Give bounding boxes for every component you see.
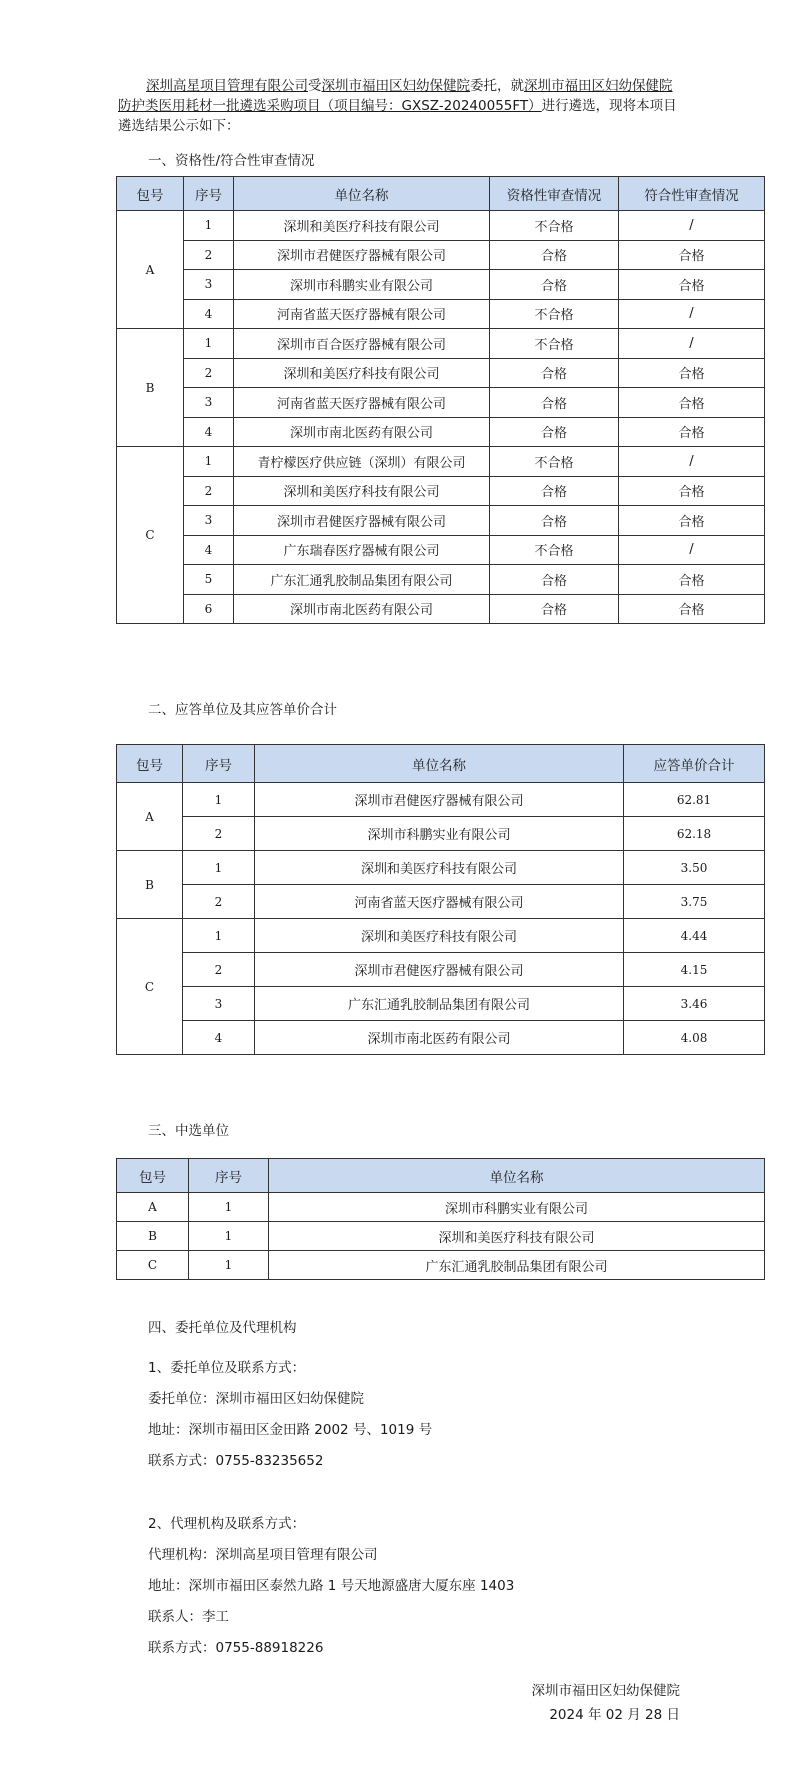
table-cell: 不合格 <box>490 299 619 329</box>
table-cell: 2 <box>183 885 255 919</box>
table-cell: 1 <box>184 211 234 241</box>
table-row <box>117 535 765 565</box>
table-cell: 深圳市科鹏实业有限公司 <box>255 817 624 851</box>
table-cell: 广东汇通乳胶制品集团有限公司 <box>234 565 490 595</box>
table-row <box>117 476 765 506</box>
package-cell: C <box>117 1251 189 1280</box>
table-cell: 4 <box>184 417 234 447</box>
table-row <box>117 919 765 953</box>
package-cell: A <box>117 783 183 851</box>
table-cell: 4.08 <box>624 1021 765 1055</box>
table-row <box>117 851 765 885</box>
agent-name-line: 代理机构：深圳高星项目管理有限公司 <box>148 1547 378 1563</box>
table-cell: 不合格 <box>490 211 619 241</box>
table-cell: 1 <box>189 1193 269 1222</box>
table-cell: 合格 <box>490 476 619 506</box>
intro-verb: 受 <box>308 78 322 94</box>
intro-entrust: 委托，就 <box>470 78 524 94</box>
table-row <box>117 299 765 329</box>
table-cell: 深圳市君健医疗器械有限公司 <box>255 783 624 817</box>
project-name: 深圳市福田区妇幼保健院防护类医用耗材一批遴选采购项目（项目编号：GXSZ-20240055FT） <box>118 78 673 114</box>
agent-heading: 2、代理机构及联系方式： <box>148 1516 306 1532</box>
table-cell: 1 <box>183 783 255 817</box>
table-cell: 深圳和美医疗科技有限公司 <box>234 476 490 506</box>
table-cell: 4.15 <box>624 953 765 987</box>
table-row <box>117 953 765 987</box>
table-cell: 合格 <box>619 476 765 506</box>
table-cell: 深圳市科鹏实业有限公司 <box>269 1193 765 1222</box>
table-cell: 3 <box>184 506 234 536</box>
table-cell: 合格 <box>490 417 619 447</box>
table-cell: 不合格 <box>490 447 619 477</box>
table-cell: 深圳和美医疗科技有限公司 <box>255 851 624 885</box>
table-cell: 不合格 <box>490 329 619 359</box>
table-cell: 合格 <box>490 594 619 624</box>
table-cell: / <box>619 535 765 565</box>
agent-address: 地址：深圳市福田区泰然九路 1 号天地源盛唐大厦东座 1403 <box>148 1578 515 1594</box>
table-cell: 合格 <box>490 565 619 595</box>
table-cell: 深圳市科鹏实业有限公司 <box>234 270 490 300</box>
column-header: 序号 <box>183 745 255 783</box>
client-address: 地址：深圳市福田区金田路 2002 号、1019 号 <box>148 1422 433 1438</box>
table-cell: 广东汇通乳胶制品集团有限公司 <box>269 1251 765 1280</box>
table-row <box>117 1222 765 1251</box>
table-row <box>117 817 765 851</box>
table-cell: 不合格 <box>490 535 619 565</box>
table-cell: 合格 <box>619 358 765 388</box>
table-cell: 青柠檬医疗供应链（深圳）有限公司 <box>234 447 490 477</box>
table-row <box>117 240 765 270</box>
column-header: 包号 <box>117 1159 189 1193</box>
column-header: 序号 <box>184 177 234 211</box>
table-row <box>117 506 765 536</box>
table-cell: 3.75 <box>624 885 765 919</box>
table-row <box>117 783 765 817</box>
agent-contact: 联系人：李工 <box>148 1609 229 1625</box>
selected-table <box>116 1158 765 1280</box>
qualification-table <box>116 176 765 624</box>
table-cell: 深圳市南北医药有限公司 <box>255 1021 624 1055</box>
column-header: 单位名称 <box>269 1159 765 1193</box>
table-cell: 3.46 <box>624 987 765 1021</box>
table-cell: 合格 <box>490 358 619 388</box>
table-cell: 1 <box>183 851 255 885</box>
table-cell: 合格 <box>490 506 619 536</box>
table-row <box>117 594 765 624</box>
column-header: 单位名称 <box>255 745 624 783</box>
table-cell: 1 <box>189 1251 269 1280</box>
table-cell: 62.18 <box>624 817 765 851</box>
column-header: 包号 <box>117 177 184 211</box>
table-cell: / <box>619 299 765 329</box>
section1-title: 一、资格性/符合性审查情况 <box>148 153 315 169</box>
table-cell: 4 <box>183 1021 255 1055</box>
column-header: 包号 <box>117 745 183 783</box>
table-cell: 3 <box>184 388 234 418</box>
table-cell: 合格 <box>619 565 765 595</box>
table-cell: 1 <box>183 919 255 953</box>
package-cell: C <box>117 919 183 1055</box>
client-name: 深圳市福田区妇幼保健院 <box>321 78 470 94</box>
table-cell: 5 <box>184 565 234 595</box>
column-header: 符合性审查情况 <box>619 177 765 211</box>
table-cell: 深圳和美医疗科技有限公司 <box>234 211 490 241</box>
package-cell: B <box>117 1222 189 1251</box>
table-row <box>117 885 765 919</box>
table-row <box>117 447 765 477</box>
table-cell: 河南省蓝天医疗器械有限公司 <box>234 388 490 418</box>
client-heading: 1、委托单位及联系方式： <box>148 1360 306 1376</box>
table-cell: 深圳市君健医疗器械有限公司 <box>255 953 624 987</box>
table-cell: 6 <box>184 594 234 624</box>
table-cell: 合格 <box>619 388 765 418</box>
table-header-row <box>117 1159 765 1193</box>
table-cell: 4 <box>184 535 234 565</box>
client-phone: 联系方式：0755-83235652 <box>148 1453 324 1469</box>
table-row <box>117 417 765 447</box>
table-cell: 4.44 <box>624 919 765 953</box>
table-row <box>117 1193 765 1222</box>
table-cell: 河南省蓝天医疗器械有限公司 <box>255 885 624 919</box>
table-cell: 合格 <box>619 270 765 300</box>
table-cell: 2 <box>184 358 234 388</box>
package-cell: C <box>117 447 184 624</box>
section2-title: 二、应答单位及其应答单价合计 <box>148 702 337 718</box>
table-header-row <box>117 177 765 211</box>
package-cell: A <box>117 211 184 329</box>
table-row <box>117 270 765 300</box>
table-cell: / <box>619 447 765 477</box>
table-cell: 深圳市君健医疗器械有限公司 <box>234 506 490 536</box>
table-cell: 合格 <box>619 417 765 447</box>
table-cell: / <box>619 329 765 359</box>
table-row <box>117 358 765 388</box>
table-cell: 合格 <box>490 388 619 418</box>
table-cell: 2 <box>183 817 255 851</box>
agent-name: 深圳高星项目管理有限公司 <box>146 78 308 94</box>
column-header: 应答单价合计 <box>624 745 765 783</box>
table-cell: / <box>619 211 765 241</box>
column-header: 资格性审查情况 <box>490 177 619 211</box>
section4-title: 四、委托单位及代理机构 <box>148 1320 297 1336</box>
table-cell: 2 <box>183 953 255 987</box>
table-row <box>117 1251 765 1280</box>
table-cell: 深圳市百合医疗器械有限公司 <box>234 329 490 359</box>
intro-paragraph <box>118 76 678 136</box>
table-cell: 1 <box>189 1222 269 1251</box>
table-cell: 深圳和美医疗科技有限公司 <box>234 358 490 388</box>
table-cell: 河南省蓝天医疗器械有限公司 <box>234 299 490 329</box>
table-cell: 3 <box>183 987 255 1021</box>
table-cell: 4 <box>184 299 234 329</box>
table-cell: 合格 <box>619 240 765 270</box>
table-row <box>117 329 765 359</box>
table-cell: 合格 <box>619 506 765 536</box>
table-row <box>117 987 765 1021</box>
table-cell: 合格 <box>490 240 619 270</box>
table-cell: 合格 <box>490 270 619 300</box>
table-row <box>117 211 765 241</box>
column-header: 单位名称 <box>234 177 490 211</box>
column-header: 序号 <box>189 1159 269 1193</box>
table-row <box>117 388 765 418</box>
table-cell: 深圳和美医疗科技有限公司 <box>255 919 624 953</box>
table-cell: 深圳市南北医药有限公司 <box>234 594 490 624</box>
package-cell: A <box>117 1193 189 1222</box>
client-name-line: 委托单位：深圳市福田区妇幼保健院 <box>148 1391 364 1407</box>
table-cell: 广东汇通乳胶制品集团有限公司 <box>255 987 624 1021</box>
table-cell: 深圳和美医疗科技有限公司 <box>269 1222 765 1251</box>
table-cell: 3.50 <box>624 851 765 885</box>
table-cell: 1 <box>184 447 234 477</box>
price-table <box>116 744 765 1055</box>
table-cell: 深圳市南北医药有限公司 <box>234 417 490 447</box>
table-row <box>117 565 765 595</box>
agent-phone: 联系方式：0755-88918226 <box>148 1640 324 1656</box>
signature-org: 深圳市福田区妇幼保健院 <box>531 1683 680 1699</box>
intro-tail: 进行遴选，现将本项目遴选结果公示如下： <box>118 98 677 134</box>
table-cell: 深圳市君健医疗器械有限公司 <box>234 240 490 270</box>
table-cell: 2 <box>184 240 234 270</box>
table-cell: 广东瑞春医疗器械有限公司 <box>234 535 490 565</box>
table-row <box>117 1021 765 1055</box>
table-cell: 2 <box>184 476 234 506</box>
table-cell: 62.81 <box>624 783 765 817</box>
section3-title: 三、中选单位 <box>148 1123 229 1139</box>
signature-date: 2024 年 02 月 28 日 <box>549 1707 680 1723</box>
package-cell: B <box>117 329 184 447</box>
table-cell: 3 <box>184 270 234 300</box>
table-cell: 1 <box>184 329 234 359</box>
table-cell: 合格 <box>619 594 765 624</box>
table-header-row <box>117 745 765 783</box>
package-cell: B <box>117 851 183 919</box>
